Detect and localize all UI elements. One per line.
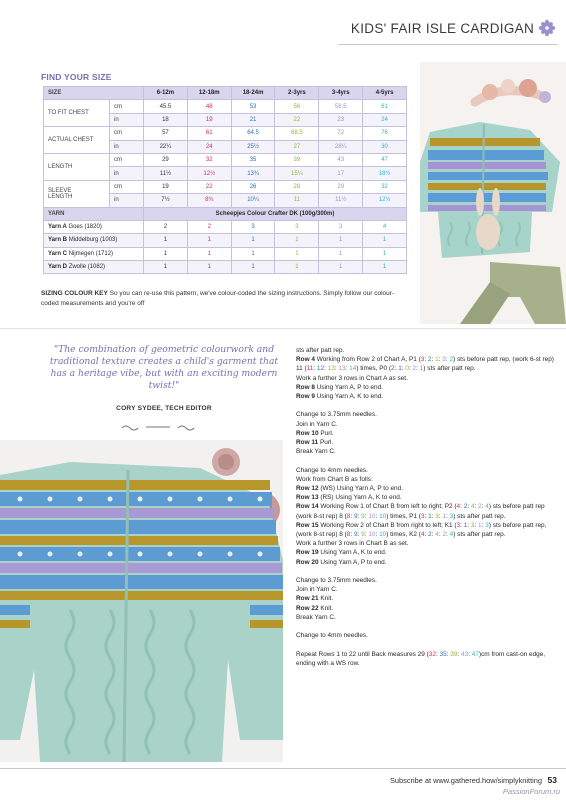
value-cell: 12½ [363, 194, 407, 207]
pattern-line: sts after patt rep. [296, 347, 345, 354]
value-cell: 1 [187, 247, 231, 260]
value-cell: 1 [231, 234, 275, 247]
value-cell: 1 [363, 261, 407, 274]
value-cell: 10¼ [231, 194, 275, 207]
value-cell: 11 [275, 194, 319, 207]
cardigan-closeup-photo [0, 440, 283, 762]
value-cell: 22¼ [144, 140, 188, 153]
pattern-line: Row 8 Using Yarn A, P to end. [296, 383, 383, 391]
subscribe-link[interactable]: Subscribe at www.gathered.how/simplyknitting [390, 776, 542, 785]
pattern-line: Change to 3.75mm needles. [296, 577, 377, 585]
value-cell: 72 [319, 127, 363, 140]
size-col-3: 18-24m [231, 87, 275, 100]
value-cell: 1 [319, 261, 363, 274]
unit-cell: in [110, 194, 144, 207]
value-cell: 53 [231, 100, 275, 113]
pattern-line: Row 9 Using Yarn A, K to end. [296, 393, 384, 401]
measure-label: LENGTH [44, 153, 110, 180]
value-cell: 1 [144, 234, 188, 247]
pattern-line: Row 19 Using Yarn A, K to end. [296, 549, 387, 557]
pattern-line: Row 20 Using Yarn A, P to end. [296, 558, 387, 566]
cardigan-flatlay-photo [420, 62, 566, 324]
unit-cell: in [110, 113, 144, 126]
yarn-shade: Zwolle (1082) [68, 264, 106, 271]
value-cell: 1 [144, 247, 188, 260]
size-col-1: 6-12m [144, 87, 188, 100]
section-divider [0, 328, 566, 329]
value-cell: 32 [363, 180, 407, 193]
value-cell: 2 [144, 220, 188, 233]
value-cell: 11½ [319, 194, 363, 207]
article-title: KIDS' FAIR ISLE CARDIGAN [350, 21, 534, 36]
yarn-row [44, 261, 407, 274]
value-cell: 22 [275, 113, 319, 126]
quote-author: CORY SYDEE, TECH EDITOR [116, 405, 212, 412]
pattern-line: Row 14 Working Row 1 of Chart B from left to right; P2 (4: 2: 4: 2: 4) sts before patt rep (work 8-st rep) 8 (8: 9: 9: 10: 10) times, P1 (3: 1: 3: 1: 3) sts after patt rep. [296, 503, 545, 520]
value-cell: 29 [144, 153, 188, 166]
measure-label-line-2: LENGTH [48, 193, 73, 200]
pattern-line: Work from Chart B as folls: [296, 475, 373, 483]
pattern-line: Row 4 Working from Row 2 of Chart A, P1 (3: 2: 1: 3: 2) sts before patt rep, (work 6-st rep) 11 (11: 12: 13: 13: 14) times, P0 (2: 1: 0: 2: 1) sts after patt rep. [296, 356, 554, 373]
yarn-name [44, 234, 144, 247]
value-cell: 43 [319, 153, 363, 166]
value-cell: 22 [187, 180, 231, 193]
pattern-line: Join in Yarn C. [296, 420, 338, 428]
size-header-label: SIZE [44, 87, 144, 100]
value-cell: 24 [363, 113, 407, 126]
pattern-line: Change to 4mm needles. [296, 466, 368, 474]
footer-divider [0, 768, 566, 769]
value-cell: 29 [319, 180, 363, 193]
pattern-line: Work a further 3 rows in Chart A as set. [296, 374, 408, 382]
value-cell: 2 [187, 220, 231, 233]
measure-label-line-1: SLEEVE [48, 187, 72, 194]
value-cell: 26 [231, 180, 275, 193]
value-cell: 3 [231, 220, 275, 233]
yarn-shade: Nijmegen (1712) [68, 250, 114, 257]
measure-row [44, 153, 407, 166]
value-cell: 1 [187, 234, 231, 247]
value-cell: 47 [363, 153, 407, 166]
value-cell: 24 [187, 140, 231, 153]
value-cell: 19 [144, 180, 188, 193]
value-cell: 57 [144, 127, 188, 140]
value-cell: 76 [363, 127, 407, 140]
size-section-title: FIND YOUR SIZE [41, 72, 112, 82]
sizing-colour-key [41, 289, 409, 308]
sizing-key-title: SIZING COLOUR KEY [41, 290, 108, 297]
value-cell: 1 [144, 261, 188, 274]
yarn-row [44, 220, 407, 233]
decorative-squiggle-icon [118, 422, 198, 432]
value-cell: 1 [363, 234, 407, 247]
yarn-shade: Middelburg (1003) [68, 237, 118, 244]
yarn-header-row [44, 207, 407, 220]
pattern-line: Change to 4mm needles. [296, 632, 368, 640]
size-col-5: 3-4yrs [319, 87, 363, 100]
pattern-line: Row 21 Knit. [296, 595, 334, 603]
size-col-4: 2-3yrs [275, 87, 319, 100]
value-cell: 4 [363, 220, 407, 233]
value-cell: 39 [275, 153, 319, 166]
page-number: 53 [547, 775, 557, 785]
unit-cell: in [110, 167, 144, 180]
value-cell: 68.5 [275, 127, 319, 140]
value-cell: 1 [275, 261, 319, 274]
pattern-instructions [296, 346, 558, 668]
value-cell: 1 [319, 234, 363, 247]
value-cell: 18½ [363, 167, 407, 180]
value-cell: 3 [275, 220, 319, 233]
pattern-line: Row 10 Purl. [296, 429, 334, 437]
unit-cell: cm [110, 100, 144, 113]
value-cell: 18 [144, 113, 188, 126]
yarn-header-label: YARN [44, 207, 144, 220]
yarn-letter: Yarn D [48, 264, 68, 271]
yarn-name [44, 247, 144, 260]
pattern-line: Break Yarn C. [296, 448, 336, 456]
yarn-shade: Goes (1820) [68, 224, 102, 231]
value-cell: 8¾ [187, 194, 231, 207]
value-cell: 61 [363, 100, 407, 113]
pattern-line: Change to 3.75mm needles. [296, 411, 377, 419]
measure-label [44, 180, 110, 207]
yarn-letter: Yarn A [48, 224, 67, 231]
unit-cell: cm [110, 180, 144, 193]
value-cell: 1 [319, 247, 363, 260]
size-col-6: 4-5yrs [363, 87, 407, 100]
value-cell: 11½ [144, 167, 188, 180]
yarn-row [44, 247, 407, 260]
flower-icon [538, 19, 556, 37]
value-cell: 45.5 [144, 100, 188, 113]
value-cell: 58.5 [319, 100, 363, 113]
value-cell: 30 [363, 140, 407, 153]
size-header-row [44, 87, 407, 100]
value-cell: 64.5 [231, 127, 275, 140]
yarn-letter: Yarn C [48, 250, 68, 257]
value-cell: 19 [187, 113, 231, 126]
pattern-line: Row 12 (WS) Using Yarn A, P to end. [296, 485, 403, 493]
measure-row [44, 180, 407, 193]
value-cell: 48 [187, 100, 231, 113]
header-divider [338, 44, 558, 45]
yarn-name [44, 261, 144, 274]
value-cell: 3 [319, 220, 363, 233]
value-cell: 56 [275, 100, 319, 113]
pattern-line: Row 11 Purl. [296, 439, 334, 447]
size-col-2: 12-18m [187, 87, 231, 100]
measure-row [44, 127, 407, 140]
yarn-brand: Scheepjes Colour Crafter DK (100g/300m) [144, 207, 407, 220]
measure-row [44, 100, 407, 113]
value-cell: 32 [187, 153, 231, 166]
watermark: PassionForum.ru [502, 787, 560, 796]
value-cell: 12½ [187, 167, 231, 180]
value-cell: 21 [231, 113, 275, 126]
value-cell: 13¾ [231, 167, 275, 180]
size-table [43, 86, 407, 274]
yarn-row [44, 234, 407, 247]
value-cell: 1 [363, 247, 407, 260]
yarn-name [44, 220, 144, 233]
pattern-line: Work a further 3 rows in Chart B as set. [296, 540, 409, 548]
value-cell: 1 [275, 234, 319, 247]
unit-cell: in [110, 140, 144, 153]
value-cell: 1 [231, 247, 275, 260]
pattern-line: Repeat Rows 1 to 22 until Back measures 29 (32: 35: 39: 43: 47)cm from cast-on edge, ending with a WS row. [296, 650, 546, 667]
pattern-line: Row 15 Working Row 2 of Chart B from right to left; K1 (3: 1: 3: 1: 3) sts before patt rep, (work 8-st rep) 8 (8: 9: 9: 10: 10) times, K2 (4: 2: 4: 2: 4) sts after patt rep. [296, 521, 547, 539]
value-cell: 1 [275, 247, 319, 260]
value-cell: 28¼ [319, 140, 363, 153]
value-cell: 61 [187, 127, 231, 140]
value-cell: 1 [231, 261, 275, 274]
measure-label: ACTUAL CHEST [44, 127, 110, 154]
unit-cell: cm [110, 127, 144, 140]
value-cell: 15¼ [275, 167, 319, 180]
pattern-line: Row 13 (RS) Using Yarn A, K to end. [296, 494, 402, 502]
measure-label: TO FIT CHEST [44, 100, 110, 127]
pattern-line: Join in Yarn C. [296, 586, 338, 594]
value-cell: 25½ [231, 140, 275, 153]
pattern-line: Row 22 Knit. [296, 604, 334, 612]
editor-quote: "The combination of geometric colourwork and traditional texture creates a child's garment that has a heritage vibe, but with an exciting modern twist!" [49, 344, 279, 391]
value-cell: 7½ [144, 194, 188, 207]
unit-cell: cm [110, 153, 144, 166]
value-cell: 1 [187, 261, 231, 274]
value-cell: 23 [319, 113, 363, 126]
sizing-key-text: So you can re-use this pattern, we've colour-coded the sizing instructions. Simply follow our colour-coded measurements and you're off [41, 290, 395, 307]
yarn-letter: Yarn B [48, 237, 68, 244]
value-cell: 28 [275, 180, 319, 193]
pattern-line: Break Yarn C. [296, 613, 336, 621]
value-cell: 17 [319, 167, 363, 180]
value-cell: 27 [275, 140, 319, 153]
value-cell: 35 [231, 153, 275, 166]
